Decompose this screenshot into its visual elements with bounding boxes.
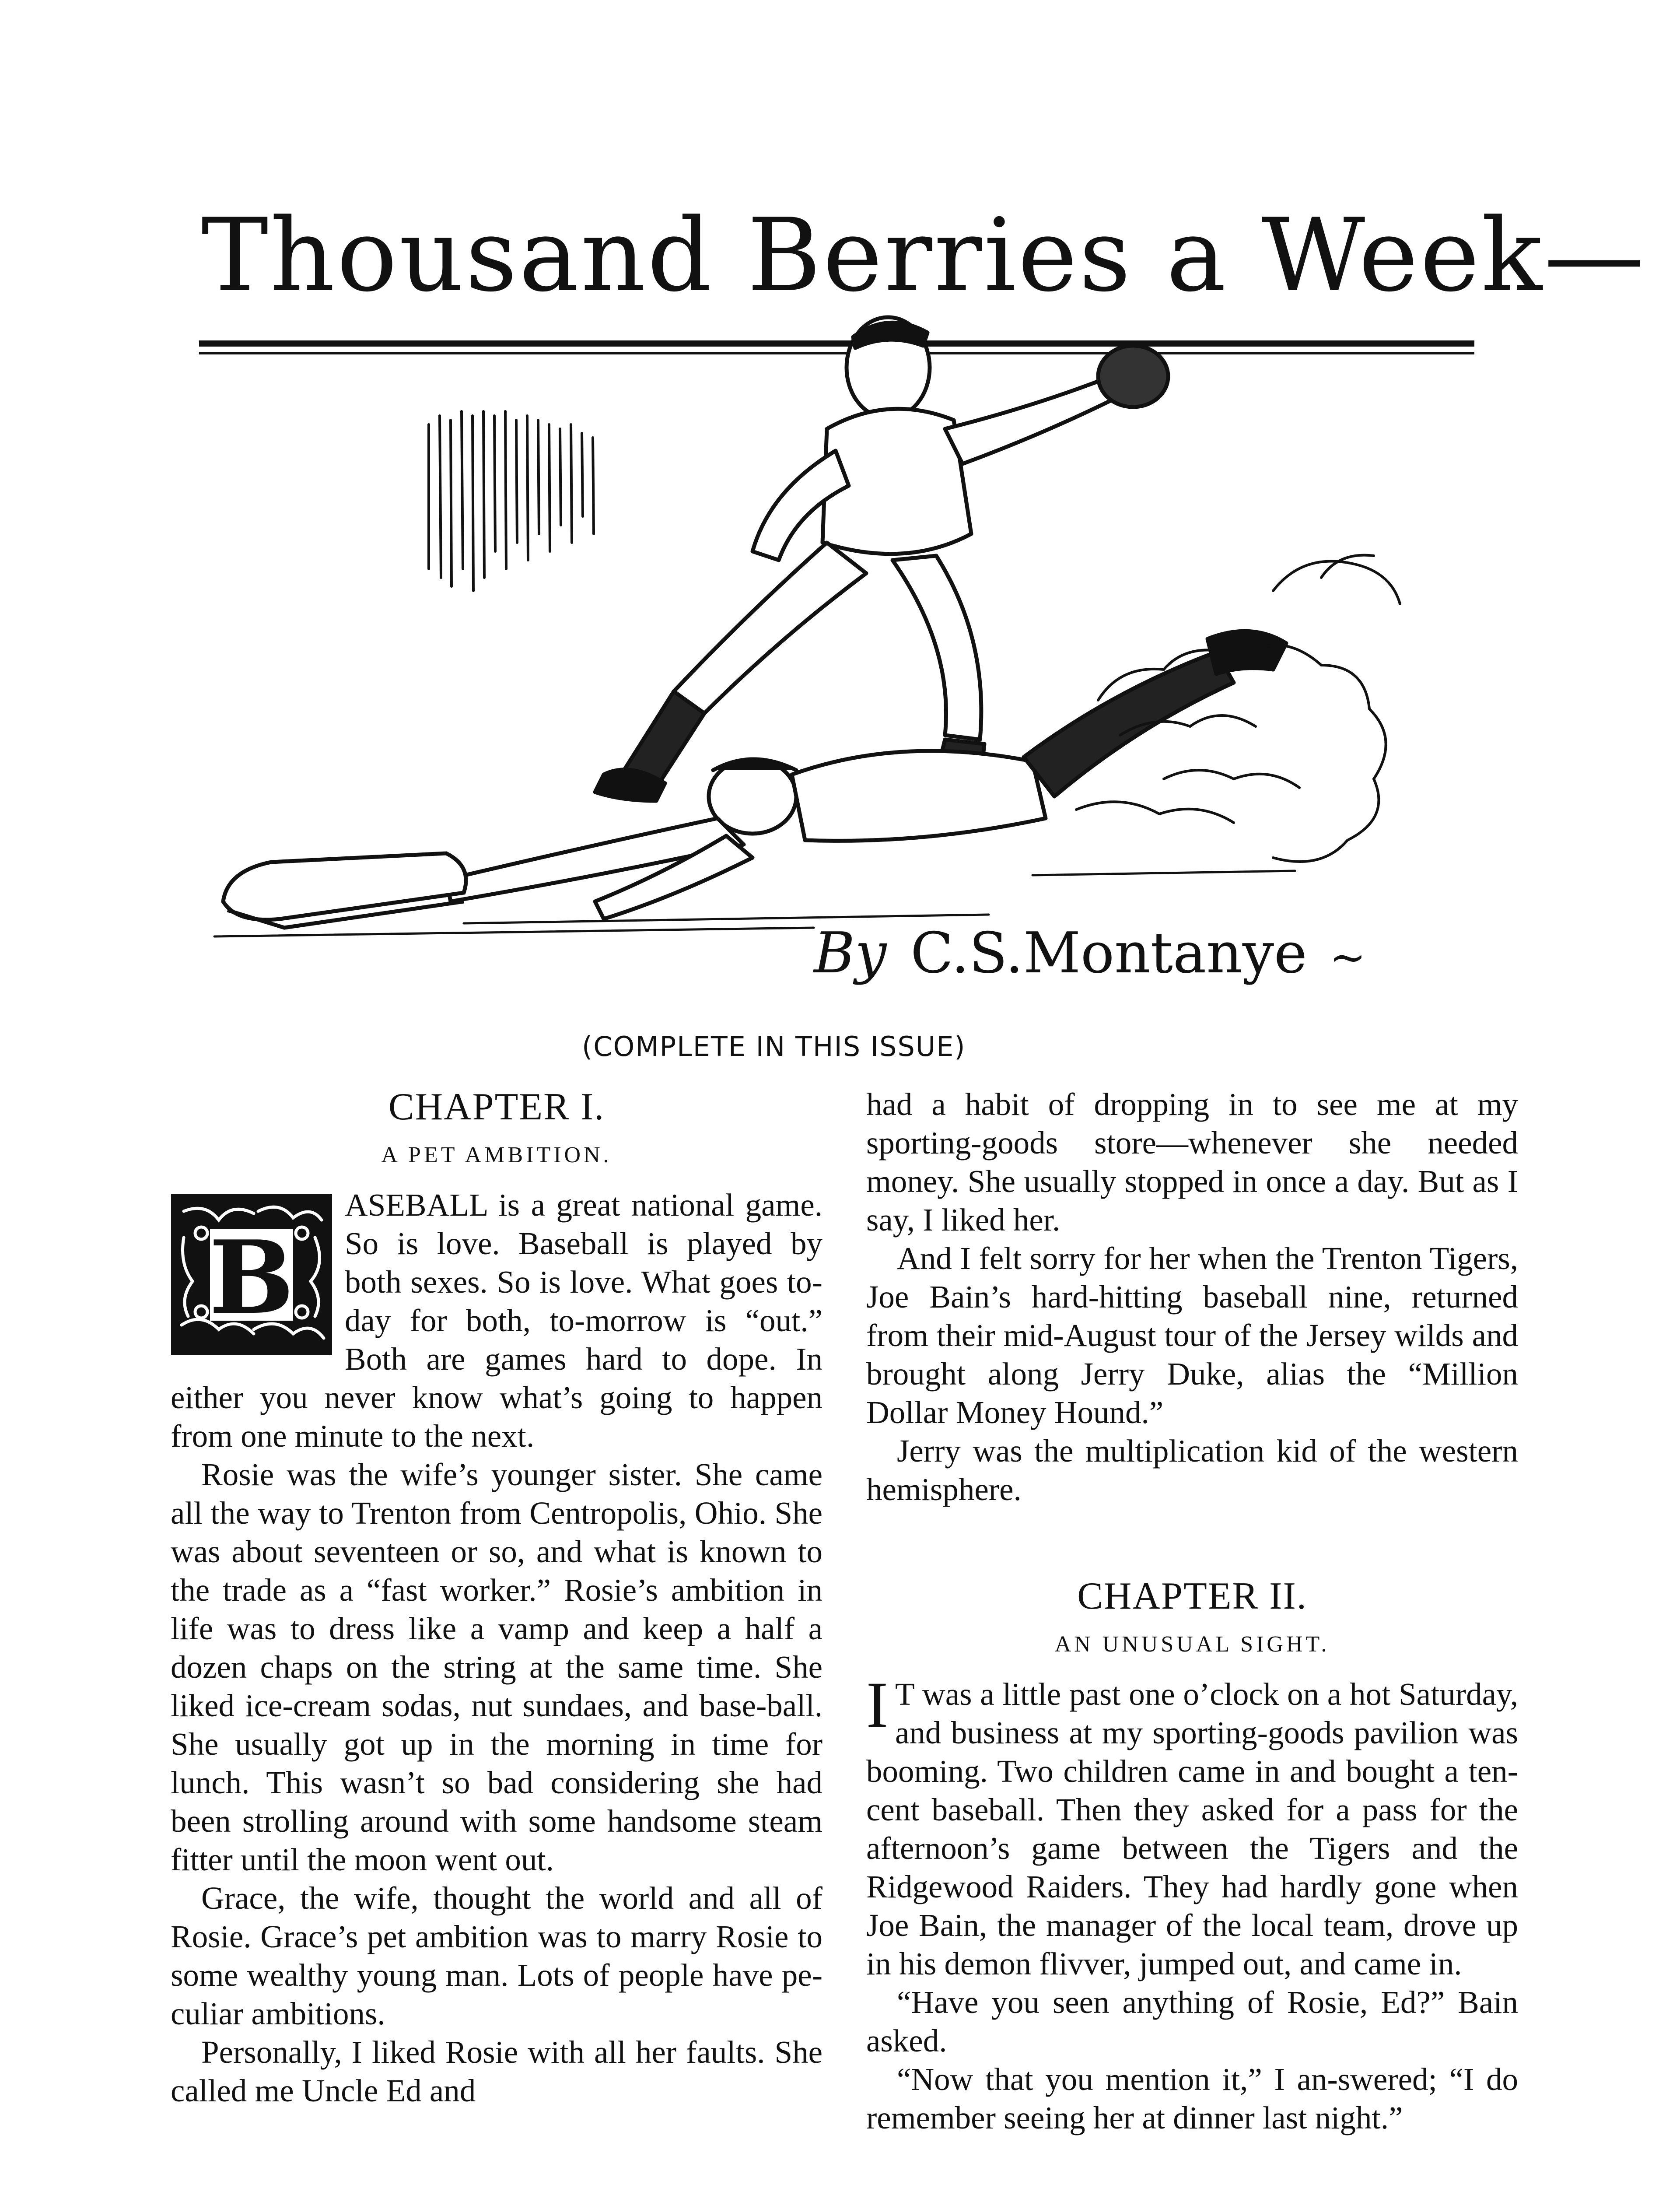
chapter-1-paragraph-4: Personally, I liked Rosie with all her faults. She called me Uncle Ed and: [171, 2034, 822, 2108]
chapter-2-paragraph-2: “Have you seen anything of Rosie, Ed?” Bain asked.: [866, 1985, 1518, 2058]
byline-prefix: By: [814, 921, 887, 986]
chapter-1-subheading: A PET AMBITION.: [381, 1143, 612, 1168]
chapter-1-paragraph-6: Jerry was the multiplication kid of the western hemisphere.: [866, 1433, 1518, 1507]
complete-notice: (COMPLETE IN THIS ISSUE): [582, 1031, 966, 1062]
text-column-left: [171, 1085, 822, 2110]
chapter-1-heading: CHAPTER I.: [388, 1086, 605, 1128]
crowd-hatching: [429, 411, 594, 591]
chapter-2-initial: I: [866, 1669, 888, 1741]
text-column-right: [866, 1085, 1518, 2137]
base-bag: [223, 853, 466, 928]
chapter-1-paragraph-2: Rosie was the wife’s younger sister. She came all the way to Trenton from Centropolis, Ohio. She was about seventeen or so, and what is known to the trade as a “fast worker.” Rosie’s ambition in life was to dress like a vamp and keep a half a dozen chaps on the string at the same time. She liked ice-cream sodas, nut sundaes, and base-ball. She usually got up in the morning in time for lunch. This wasn’t so bad considering she had been strolling around with some handsome steam fitter until the moon went out.: [171, 1457, 822, 1877]
chapter-1-paragraph-5: And I felt sorry for her when the Trenton Tigers, Joe Bain’s hard-hitting baseball nine, returned from their mid-August tour of the Jersey wilds and brought along Jerry Duke, alias the “Million Dollar Money Hound.”: [866, 1241, 1518, 1430]
chapter-1-paragraph-1: ASEBALL is a great national game. So is love. Baseball is played by both sexes. So is love. What goes to-day for both, to-morrow is “out.” Both are games hard to dope. In either you never know what’s going to happen from one minute to the next.: [171, 1187, 822, 1454]
ornamental-dropcap: [171, 1194, 332, 1356]
baseball-slide-illustration: [201, 306, 1470, 945]
slider-figure: [446, 631, 1286, 919]
story-title: Thousand Berries a Week—: [201, 197, 1647, 314]
chapter-2-paragraph-3: “Now that you mention it,” I an-swered; “I do remember seeing her at dinner last night.”: [866, 2062, 1518, 2135]
author-name: C.S.Montanye: [910, 921, 1307, 986]
chapter-2-paragraph-1: T was a little past one o’clock on a hot Saturday, and business at my sporting-goods pavilion was booming. Two children came in and bought a ten-cent baseball. Then they asked for a pass for the afternoon’s game between the Tigers and the Ridgewood Raiders. They had hardly gone when Joe Bain, the manager of the local team, drove up in his demon flivver, jumped out, and came in.: [866, 1676, 1518, 1981]
byline: [814, 921, 1366, 986]
byline-ornament: ~: [1329, 932, 1366, 983]
chapter-2-subheading: AN UNUSUAL SIGHT.: [1054, 1632, 1330, 1657]
chapter-1-paragraph-4-continued: had a habit of dropping in to see me at my sporting-goods store—whenever she needed money. She usually stopped in once a day. But as I say, I liked her.: [866, 1087, 1518, 1238]
chapter-1-paragraph-3: Grace, the wife, thought the world and all of Rosie. Grace’s pet ambition was to marry Rosie to some wealthy young man. Lots of people have pe-culiar ambitions.: [171, 1880, 822, 2031]
dropcap-letter: B: [209, 1219, 294, 1337]
chapter-2-heading: CHAPTER II.: [1077, 1575, 1307, 1617]
